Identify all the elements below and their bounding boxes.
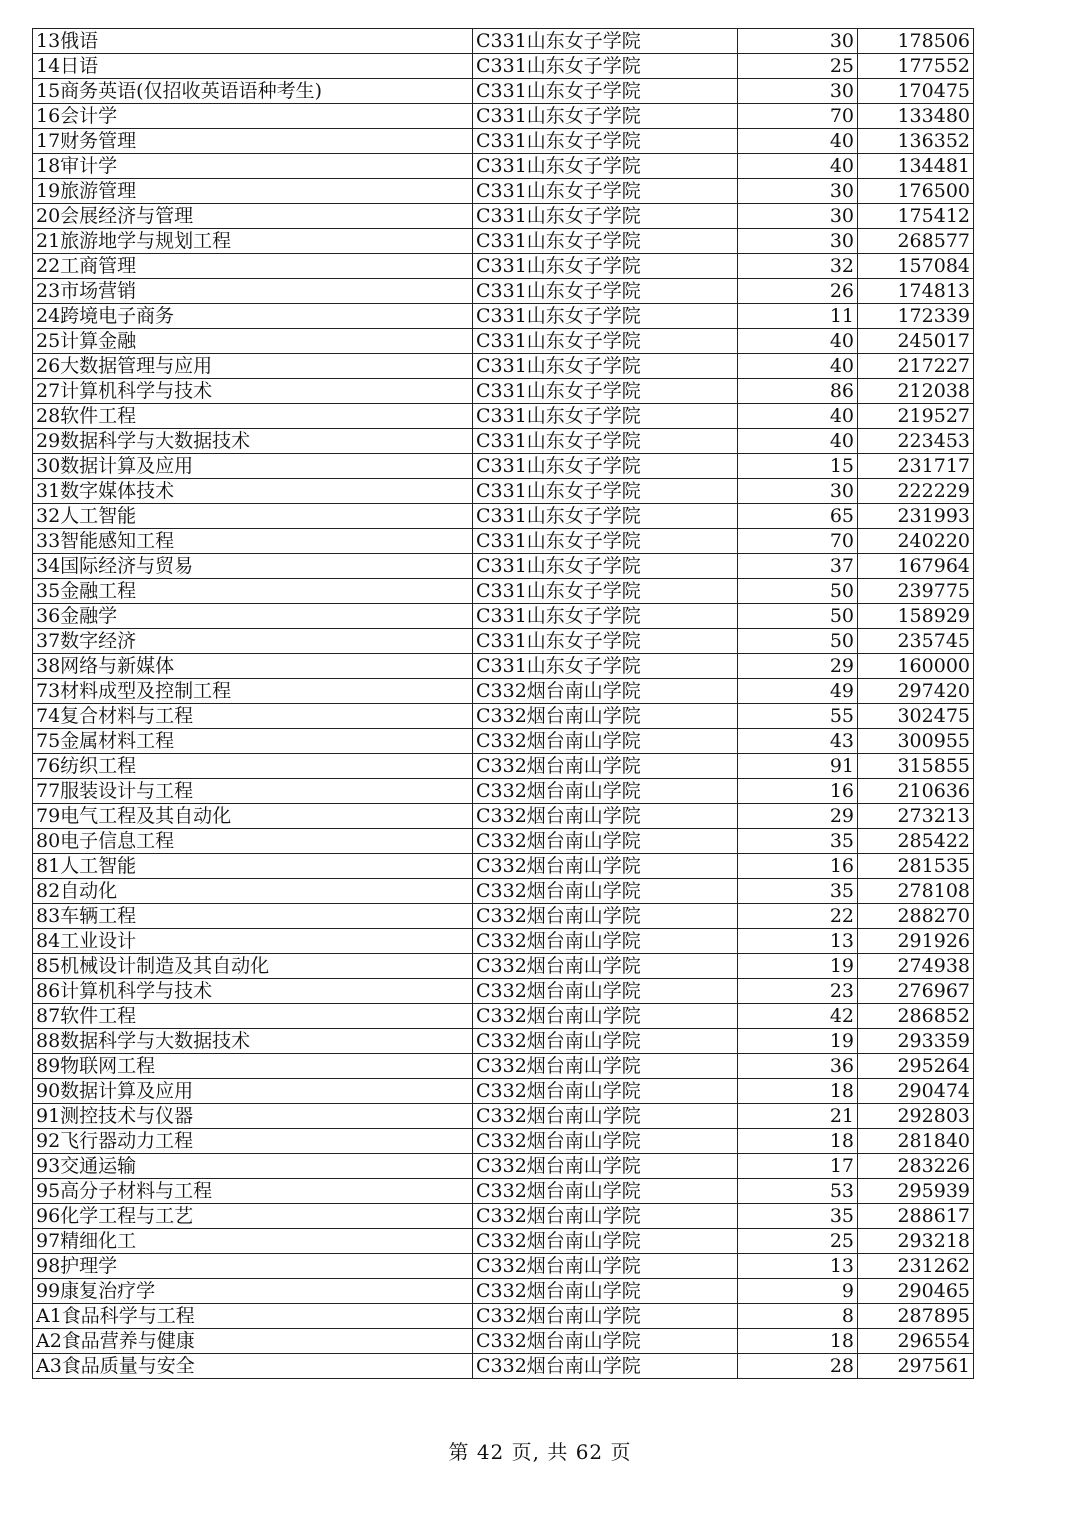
school-cell: C332烟台南山学院	[473, 954, 738, 979]
major-cell: 38网络与新媒体	[33, 654, 473, 679]
major-cell: 86计算机科学与技术	[33, 979, 473, 1004]
table-row	[33, 629, 974, 654]
school-cell: C331山东女子学院	[473, 579, 738, 604]
school-cell: C331山东女子学院	[473, 329, 738, 354]
plan-count-cell: 50	[738, 629, 858, 654]
rank-cell: 217227	[858, 354, 974, 379]
school-cell: C332烟台南山学院	[473, 904, 738, 929]
school-cell: C331山东女子学院	[473, 154, 738, 179]
rank-cell: 178506	[858, 29, 974, 54]
table-row	[33, 1179, 974, 1204]
school-cell: C332烟台南山学院	[473, 729, 738, 754]
rank-cell: 283226	[858, 1154, 974, 1179]
major-cell: 73材料成型及控制工程	[33, 679, 473, 704]
school-cell: C331山东女子学院	[473, 554, 738, 579]
rank-cell: 295939	[858, 1179, 974, 1204]
plan-count-cell: 86	[738, 379, 858, 404]
plan-count-cell: 42	[738, 1004, 858, 1029]
school-cell: C332烟台南山学院	[473, 779, 738, 804]
table-row	[33, 904, 974, 929]
rank-cell: 136352	[858, 129, 974, 154]
rank-cell: 300955	[858, 729, 974, 754]
plan-count-cell: 30	[738, 29, 858, 54]
school-cell: C331山东女子学院	[473, 129, 738, 154]
plan-count-cell: 35	[738, 829, 858, 854]
school-cell: C331山东女子学院	[473, 404, 738, 429]
rank-cell: 219527	[858, 404, 974, 429]
plan-count-cell: 26	[738, 279, 858, 304]
plan-count-cell: 65	[738, 504, 858, 529]
school-cell: C331山东女子学院	[473, 654, 738, 679]
table-row	[33, 429, 974, 454]
plan-count-cell: 21	[738, 1104, 858, 1129]
rank-cell: 175412	[858, 204, 974, 229]
table-row	[33, 1229, 974, 1254]
plan-count-cell: 35	[738, 1204, 858, 1229]
school-cell: C332烟台南山学院	[473, 804, 738, 829]
school-cell: C331山东女子学院	[473, 354, 738, 379]
school-cell: C331山东女子学院	[473, 304, 738, 329]
rank-cell: 231993	[858, 504, 974, 529]
plan-count-cell: 19	[738, 1029, 858, 1054]
school-cell: C331山东女子学院	[473, 179, 738, 204]
school-cell: C331山东女子学院	[473, 29, 738, 54]
school-cell: C332烟台南山学院	[473, 1029, 738, 1054]
rank-cell: 268577	[858, 229, 974, 254]
rank-cell: 157084	[858, 254, 974, 279]
major-cell: 32人工智能	[33, 504, 473, 529]
table-row	[33, 1204, 974, 1229]
rank-cell: 174813	[858, 279, 974, 304]
plan-count-cell: 40	[738, 404, 858, 429]
plan-count-cell: 11	[738, 304, 858, 329]
table-row	[33, 154, 974, 179]
plan-count-cell: 25	[738, 54, 858, 79]
plan-count-cell: 28	[738, 1354, 858, 1379]
school-cell: C332烟台南山学院	[473, 1304, 738, 1329]
table-row	[33, 1354, 974, 1379]
plan-count-cell: 18	[738, 1329, 858, 1354]
school-cell: C331山东女子学院	[473, 104, 738, 129]
table-row	[33, 79, 974, 104]
table-row	[33, 204, 974, 229]
plan-count-cell: 18	[738, 1079, 858, 1104]
rank-cell: 295264	[858, 1054, 974, 1079]
school-cell: C332烟台南山学院	[473, 1204, 738, 1229]
rank-cell: 167964	[858, 554, 974, 579]
major-cell: 95高分子材料与工程	[33, 1179, 473, 1204]
plan-count-cell: 30	[738, 79, 858, 104]
plan-count-cell: 40	[738, 154, 858, 179]
rank-cell: 290474	[858, 1079, 974, 1104]
major-cell: 80电子信息工程	[33, 829, 473, 854]
school-cell: C331山东女子学院	[473, 454, 738, 479]
plan-count-cell: 36	[738, 1054, 858, 1079]
major-cell: 91测控技术与仪器	[33, 1104, 473, 1129]
plan-count-cell: 40	[738, 354, 858, 379]
rank-cell: 222229	[858, 479, 974, 504]
major-cell: 21旅游地学与规划工程	[33, 229, 473, 254]
major-cell: 36金融学	[33, 604, 473, 629]
major-cell: 14日语	[33, 54, 473, 79]
school-cell: C331山东女子学院	[473, 54, 738, 79]
rank-cell: 315855	[858, 754, 974, 779]
rank-cell: 235745	[858, 629, 974, 654]
major-cell: 93交通运输	[33, 1154, 473, 1179]
school-cell: C332烟台南山学院	[473, 1279, 738, 1304]
table-row	[33, 354, 974, 379]
school-cell: C332烟台南山学院	[473, 754, 738, 779]
major-cell: 25计算金融	[33, 329, 473, 354]
plan-count-cell: 91	[738, 754, 858, 779]
rank-cell: 158929	[858, 604, 974, 629]
table-row	[33, 604, 974, 629]
major-cell: 87软件工程	[33, 1004, 473, 1029]
admission-table	[32, 28, 974, 1379]
table-row	[33, 929, 974, 954]
table-row	[33, 279, 974, 304]
table-row	[33, 1254, 974, 1279]
table-row	[33, 454, 974, 479]
school-cell: C331山东女子学院	[473, 429, 738, 454]
major-cell: 96化学工程与工艺	[33, 1204, 473, 1229]
school-cell: C331山东女子学院	[473, 604, 738, 629]
major-cell: 24跨境电子商务	[33, 304, 473, 329]
major-cell: 13俄语	[33, 29, 473, 54]
major-cell: 74复合材料与工程	[33, 704, 473, 729]
plan-count-cell: 40	[738, 129, 858, 154]
major-cell: 29数据科学与大数据技术	[33, 429, 473, 454]
major-cell: 81人工智能	[33, 854, 473, 879]
page-footer: 第 42 页, 共 62 页	[448, 1440, 632, 1464]
rank-cell: 276967	[858, 979, 974, 1004]
rank-cell: 285422	[858, 829, 974, 854]
plan-count-cell: 30	[738, 479, 858, 504]
rank-cell: 297420	[858, 679, 974, 704]
major-cell: A3食品质量与安全	[33, 1354, 473, 1379]
table-row	[33, 679, 974, 704]
rank-cell: 210636	[858, 779, 974, 804]
major-cell: 82自动化	[33, 879, 473, 904]
plan-count-cell: 13	[738, 1254, 858, 1279]
school-cell: C332烟台南山学院	[473, 1054, 738, 1079]
rank-cell: 223453	[858, 429, 974, 454]
plan-count-cell: 29	[738, 804, 858, 829]
rank-cell: 296554	[858, 1329, 974, 1354]
school-cell: C331山东女子学院	[473, 79, 738, 104]
table-row	[33, 29, 974, 54]
school-cell: C332烟台南山学院	[473, 1104, 738, 1129]
table-row	[33, 704, 974, 729]
school-cell: C332烟台南山学院	[473, 1004, 738, 1029]
plan-count-cell: 70	[738, 529, 858, 554]
plan-count-cell: 29	[738, 654, 858, 679]
major-cell: 22工商管理	[33, 254, 473, 279]
table-row	[33, 1329, 974, 1354]
rank-cell: 288617	[858, 1204, 974, 1229]
major-cell: 19旅游管理	[33, 179, 473, 204]
rank-cell: 239775	[858, 579, 974, 604]
table-row	[33, 1079, 974, 1104]
rank-cell: 281840	[858, 1129, 974, 1154]
major-cell: 33智能感知工程	[33, 529, 473, 554]
plan-count-cell: 30	[738, 204, 858, 229]
table-row	[33, 954, 974, 979]
plan-count-cell: 25	[738, 1229, 858, 1254]
school-cell: C332烟台南山学院	[473, 1154, 738, 1179]
plan-count-cell: 55	[738, 704, 858, 729]
table-row	[33, 504, 974, 529]
plan-count-cell: 16	[738, 854, 858, 879]
school-cell: C331山东女子学院	[473, 379, 738, 404]
school-cell: C332烟台南山学院	[473, 1079, 738, 1104]
major-cell: 84工业设计	[33, 929, 473, 954]
major-cell: 99康复治疗学	[33, 1279, 473, 1304]
plan-count-cell: 40	[738, 329, 858, 354]
plan-count-cell: 9	[738, 1279, 858, 1304]
rank-cell: 293218	[858, 1229, 974, 1254]
school-cell: C332烟台南山学院	[473, 1254, 738, 1279]
school-cell: C332烟台南山学院	[473, 1329, 738, 1354]
table-row	[33, 229, 974, 254]
table-row	[33, 1004, 974, 1029]
table-row	[33, 379, 974, 404]
rank-cell: 176500	[858, 179, 974, 204]
school-cell: C331山东女子学院	[473, 529, 738, 554]
major-cell: 89物联网工程	[33, 1054, 473, 1079]
plan-count-cell: 16	[738, 779, 858, 804]
plan-count-cell: 50	[738, 579, 858, 604]
school-cell: C332烟台南山学院	[473, 1354, 738, 1379]
table-row	[33, 1104, 974, 1129]
rank-cell: 212038	[858, 379, 974, 404]
rank-cell: 134481	[858, 154, 974, 179]
plan-count-cell: 23	[738, 979, 858, 1004]
rank-cell: 160000	[858, 654, 974, 679]
rank-cell: 231717	[858, 454, 974, 479]
table-row	[33, 729, 974, 754]
table-row	[33, 304, 974, 329]
plan-count-cell: 70	[738, 104, 858, 129]
rank-cell: 245017	[858, 329, 974, 354]
plan-count-cell: 50	[738, 604, 858, 629]
table-row	[33, 1129, 974, 1154]
table-row	[33, 654, 974, 679]
rank-cell: 177552	[858, 54, 974, 79]
plan-count-cell: 53	[738, 1179, 858, 1204]
school-cell: C332烟台南山学院	[473, 704, 738, 729]
school-cell: C332烟台南山学院	[473, 929, 738, 954]
major-cell: 75金属材料工程	[33, 729, 473, 754]
rank-cell: 231262	[858, 1254, 974, 1279]
major-cell: 20会展经济与管理	[33, 204, 473, 229]
major-cell: A1食品科学与工程	[33, 1304, 473, 1329]
major-cell: 35金融工程	[33, 579, 473, 604]
school-cell: C331山东女子学院	[473, 204, 738, 229]
major-cell: 15商务英语(仅招收英语语种考生)	[33, 79, 473, 104]
table-row	[33, 829, 974, 854]
school-cell: C332烟台南山学院	[473, 679, 738, 704]
major-cell: 16会计学	[33, 104, 473, 129]
major-cell: 37数字经济	[33, 629, 473, 654]
rank-cell: 273213	[858, 804, 974, 829]
plan-count-cell: 8	[738, 1304, 858, 1329]
table-row	[33, 479, 974, 504]
rank-cell: 291926	[858, 929, 974, 954]
rank-cell: 172339	[858, 304, 974, 329]
school-cell: C331山东女子学院	[473, 229, 738, 254]
table-row	[33, 254, 974, 279]
plan-count-cell: 18	[738, 1129, 858, 1154]
major-cell: 90数据计算及应用	[33, 1079, 473, 1104]
plan-count-cell: 22	[738, 904, 858, 929]
plan-count-cell: 17	[738, 1154, 858, 1179]
major-cell: 92飞行器动力工程	[33, 1129, 473, 1154]
rank-cell: 281535	[858, 854, 974, 879]
major-cell: 27计算机科学与技术	[33, 379, 473, 404]
major-cell: 88数据科学与大数据技术	[33, 1029, 473, 1054]
major-cell: 79电气工程及其自动化	[33, 804, 473, 829]
table-row	[33, 879, 974, 904]
plan-count-cell: 35	[738, 879, 858, 904]
plan-count-cell: 30	[738, 229, 858, 254]
major-cell: 28软件工程	[33, 404, 473, 429]
table-row	[33, 1279, 974, 1304]
table-row	[33, 104, 974, 129]
rank-cell: 297561	[858, 1354, 974, 1379]
rank-cell: 274938	[858, 954, 974, 979]
table-row	[33, 854, 974, 879]
table-row	[33, 54, 974, 79]
major-cell: 76纺织工程	[33, 754, 473, 779]
rank-cell: 240220	[858, 529, 974, 554]
rank-cell: 170475	[858, 79, 974, 104]
rank-cell: 302475	[858, 704, 974, 729]
school-cell: C332烟台南山学院	[473, 854, 738, 879]
school-cell: C331山东女子学院	[473, 629, 738, 654]
table-row	[33, 179, 974, 204]
table-row	[33, 1054, 974, 1079]
major-cell: 77服装设计与工程	[33, 779, 473, 804]
school-cell: C331山东女子学院	[473, 254, 738, 279]
school-cell: C331山东女子学院	[473, 479, 738, 504]
rank-cell: 133480	[858, 104, 974, 129]
major-cell: 97精细化工	[33, 1229, 473, 1254]
table-row	[33, 579, 974, 604]
table-row	[33, 1304, 974, 1329]
major-cell: A2食品营养与健康	[33, 1329, 473, 1354]
major-cell: 34国际经济与贸易	[33, 554, 473, 579]
table-row	[33, 1029, 974, 1054]
major-cell: 30数据计算及应用	[33, 454, 473, 479]
school-cell: C332烟台南山学院	[473, 1229, 738, 1254]
school-cell: C331山东女子学院	[473, 279, 738, 304]
table-body	[33, 29, 974, 1379]
school-cell: C332烟台南山学院	[473, 879, 738, 904]
table-row	[33, 979, 974, 1004]
table-row	[33, 1154, 974, 1179]
rank-cell: 293359	[858, 1029, 974, 1054]
plan-count-cell: 15	[738, 454, 858, 479]
school-cell: C332烟台南山学院	[473, 829, 738, 854]
table-row	[33, 554, 974, 579]
table-row	[33, 329, 974, 354]
plan-count-cell: 43	[738, 729, 858, 754]
table-row	[33, 754, 974, 779]
rank-cell: 288270	[858, 904, 974, 929]
plan-count-cell: 13	[738, 929, 858, 954]
school-cell: C332烟台南山学院	[473, 1129, 738, 1154]
major-cell: 18审计学	[33, 154, 473, 179]
rank-cell: 292803	[858, 1104, 974, 1129]
major-cell: 85机械设计制造及其自动化	[33, 954, 473, 979]
school-cell: C332烟台南山学院	[473, 979, 738, 1004]
rank-cell: 290465	[858, 1279, 974, 1304]
table-row	[33, 404, 974, 429]
plan-count-cell: 32	[738, 254, 858, 279]
major-cell: 17财务管理	[33, 129, 473, 154]
plan-count-cell: 40	[738, 429, 858, 454]
table-row	[33, 779, 974, 804]
rank-cell: 286852	[858, 1004, 974, 1029]
plan-count-cell: 37	[738, 554, 858, 579]
major-cell: 23市场营销	[33, 279, 473, 304]
rank-cell: 287895	[858, 1304, 974, 1329]
table-row	[33, 804, 974, 829]
major-cell: 31数字媒体技术	[33, 479, 473, 504]
plan-count-cell: 30	[738, 179, 858, 204]
major-cell: 26大数据管理与应用	[33, 354, 473, 379]
rank-cell: 278108	[858, 879, 974, 904]
plan-count-cell: 49	[738, 679, 858, 704]
major-cell: 98护理学	[33, 1254, 473, 1279]
school-cell: C331山东女子学院	[473, 504, 738, 529]
major-cell: 83车辆工程	[33, 904, 473, 929]
table-row	[33, 529, 974, 554]
plan-count-cell: 19	[738, 954, 858, 979]
school-cell: C332烟台南山学院	[473, 1179, 738, 1204]
table-row	[33, 129, 974, 154]
